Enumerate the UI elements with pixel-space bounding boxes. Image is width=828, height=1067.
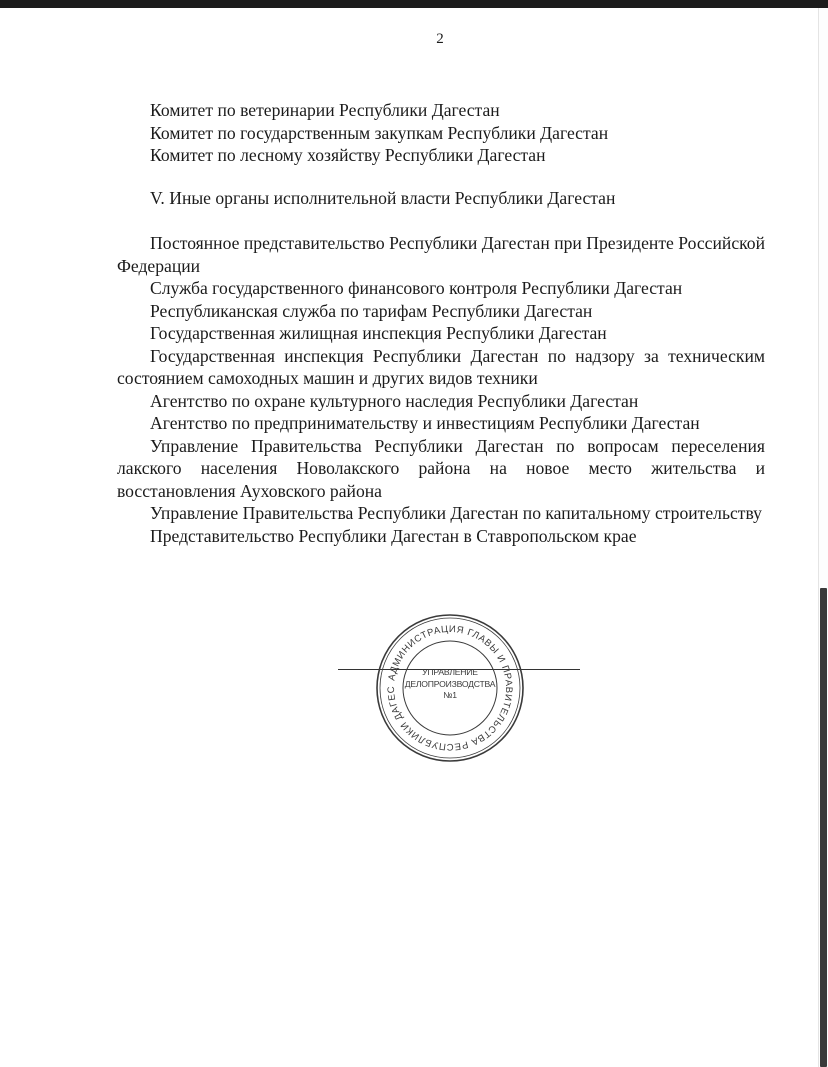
agency-list-section-v bbox=[117, 232, 765, 547]
list-item: Агентство по охране культурного наследия Республики Дагестан bbox=[150, 390, 639, 411]
list-item: Государственная жилищная инспекция Республики Дагестан bbox=[150, 323, 607, 343]
list-item: Государственная инспекция Республики Дагестан по надзору за техническим состоянием самоходных машин и других видов техники bbox=[117, 345, 765, 388]
official-stamp bbox=[374, 612, 526, 764]
stamp-line-3: №1 bbox=[443, 690, 457, 700]
list-item: Комитет по государственным закупкам Республики Дагестан bbox=[150, 122, 609, 143]
list-item: Постоянное представительство Республики Дагестан при Президенте Российской Федерации bbox=[117, 233, 765, 276]
stamp-center-text bbox=[404, 667, 496, 702]
section-heading: V. Иные органы исполнительной власти Республики Дагестан bbox=[150, 188, 616, 208]
list-item: Представительство Республики Дагестан в Ставропольском крае bbox=[150, 525, 637, 546]
list-item: Управление Правительства Республики Дагестан по вопросам переселения лакского населения Новолакского района на новое место жительства и восстановления Ауховского района bbox=[117, 435, 765, 501]
agency-list-top bbox=[117, 99, 765, 167]
page-number: 2 bbox=[436, 31, 444, 47]
list-item: Агентство по предпринимательству и инвестициям Республики Дагестан bbox=[150, 413, 700, 433]
stamp-line-2: ДЕЛОПРОИЗВОДСТВА bbox=[404, 678, 496, 689]
window-top-bar bbox=[0, 0, 828, 8]
list-item: Комитет по ветеринарии Республики Дагестан bbox=[150, 100, 500, 120]
section-heading-wrap bbox=[117, 187, 765, 210]
list-item: Республиканская служба по тарифам Республики Дагестан bbox=[150, 300, 593, 321]
list-item: Служба государственного финансового контроля Республики Дагестан bbox=[150, 278, 683, 298]
stamp-line-1: УПРАВЛЕНИЕ bbox=[422, 667, 478, 677]
list-item: Комитет по лесному хозяйству Республики Дагестан bbox=[150, 145, 546, 165]
scrollbar-thumb[interactable] bbox=[820, 588, 827, 1067]
svg-text:АДМИНИСТРАЦИЯ ГЛАВЫ И ПРАВИТЕЛ: АДМИНИСТРАЦИЯ ГЛАВЫ И ПРАВИТЕЛЬСТВА РЕСПУБЛИКИ ДАГЕС bbox=[385, 623, 515, 753]
list-item: Управление Правительства Республики Дагестан по капитальному строительству bbox=[150, 503, 762, 523]
